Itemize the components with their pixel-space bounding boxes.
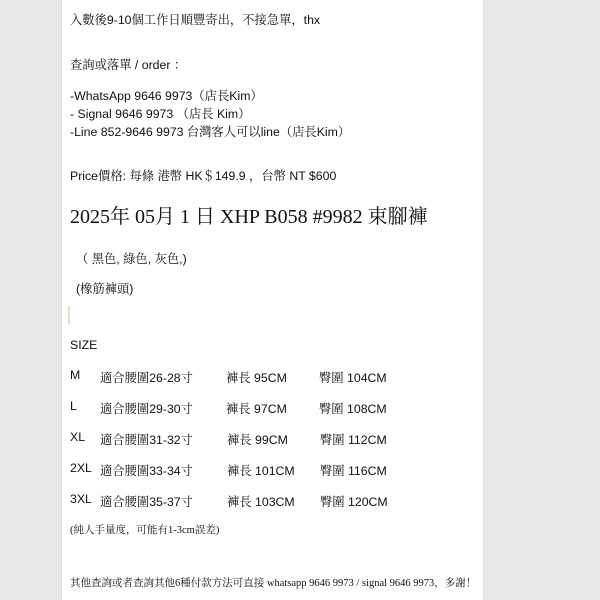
contact-whatsapp: -WhatsApp 9646 9973（店長Kim） bbox=[70, 89, 263, 103]
price-line: Price價格: 每條 港幣 HK＄149.9 ，台幣 NT $600 bbox=[70, 169, 337, 183]
hip-value: 臀圍 116CM bbox=[320, 464, 387, 478]
text-caret bbox=[68, 306, 70, 324]
waistband-note: (橡筋褲頭) bbox=[76, 282, 134, 296]
measurement-note: (純人手量度，可能有1-3cm誤差) bbox=[70, 525, 220, 536]
contact-signal: - Signal 9646 9973 （店長 Kim） bbox=[70, 107, 251, 121]
color-options: （ 黑色, 綠色, 灰色,) bbox=[76, 252, 187, 266]
waist-range: 適合腰圍31-32寸 bbox=[100, 433, 193, 447]
product-title: 2025年 05月 1 日 XHP B058 #9982 束腳褲 bbox=[70, 206, 428, 228]
waist-range: 適合腰圍29-30寸 bbox=[100, 402, 193, 416]
footer-contact: 其他查詢或者查詢其他6種付款方法可直接 whatsapp 9646 9973 / signal 9646 9973，多謝！ bbox=[70, 578, 477, 589]
length-value: 褲長 97CM bbox=[226, 402, 287, 416]
length-value: 褲長 99CM bbox=[227, 433, 288, 447]
size-label: XL bbox=[70, 430, 86, 444]
length-value: 褲長 95CM bbox=[226, 371, 287, 385]
size-label: M bbox=[70, 368, 81, 382]
hip-value: 臀圍 108CM bbox=[319, 402, 387, 416]
hip-value: 臀圍 120CM bbox=[320, 495, 388, 509]
hip-value: 臀圍 112CM bbox=[320, 433, 387, 447]
length-value: 褲長 103CM bbox=[227, 495, 295, 509]
size-label: 2XL bbox=[70, 461, 92, 475]
shipping-notice: 入數後9-10個工作日順豐寄出，不接急單，thx bbox=[70, 13, 321, 27]
size-label: 3XL bbox=[70, 492, 92, 506]
document-page bbox=[62, 0, 483, 600]
hip-value: 臀圍 104CM bbox=[319, 371, 387, 385]
contact-heading: 查詢或落單 / order ： bbox=[70, 58, 187, 72]
contact-line: -Line 852-9646 9973 台灣客人可以line（店長Kim） bbox=[70, 125, 351, 139]
length-value: 褲長 101CM bbox=[227, 464, 295, 478]
waist-range: 適合腰圍33-34寸 bbox=[100, 464, 193, 478]
waist-range: 適合腰圍35-37寸 bbox=[100, 495, 193, 509]
waist-range: 適合腰圍26-28寸 bbox=[100, 371, 193, 385]
size-label: L bbox=[70, 399, 77, 413]
size-heading: SIZE bbox=[70, 338, 98, 352]
